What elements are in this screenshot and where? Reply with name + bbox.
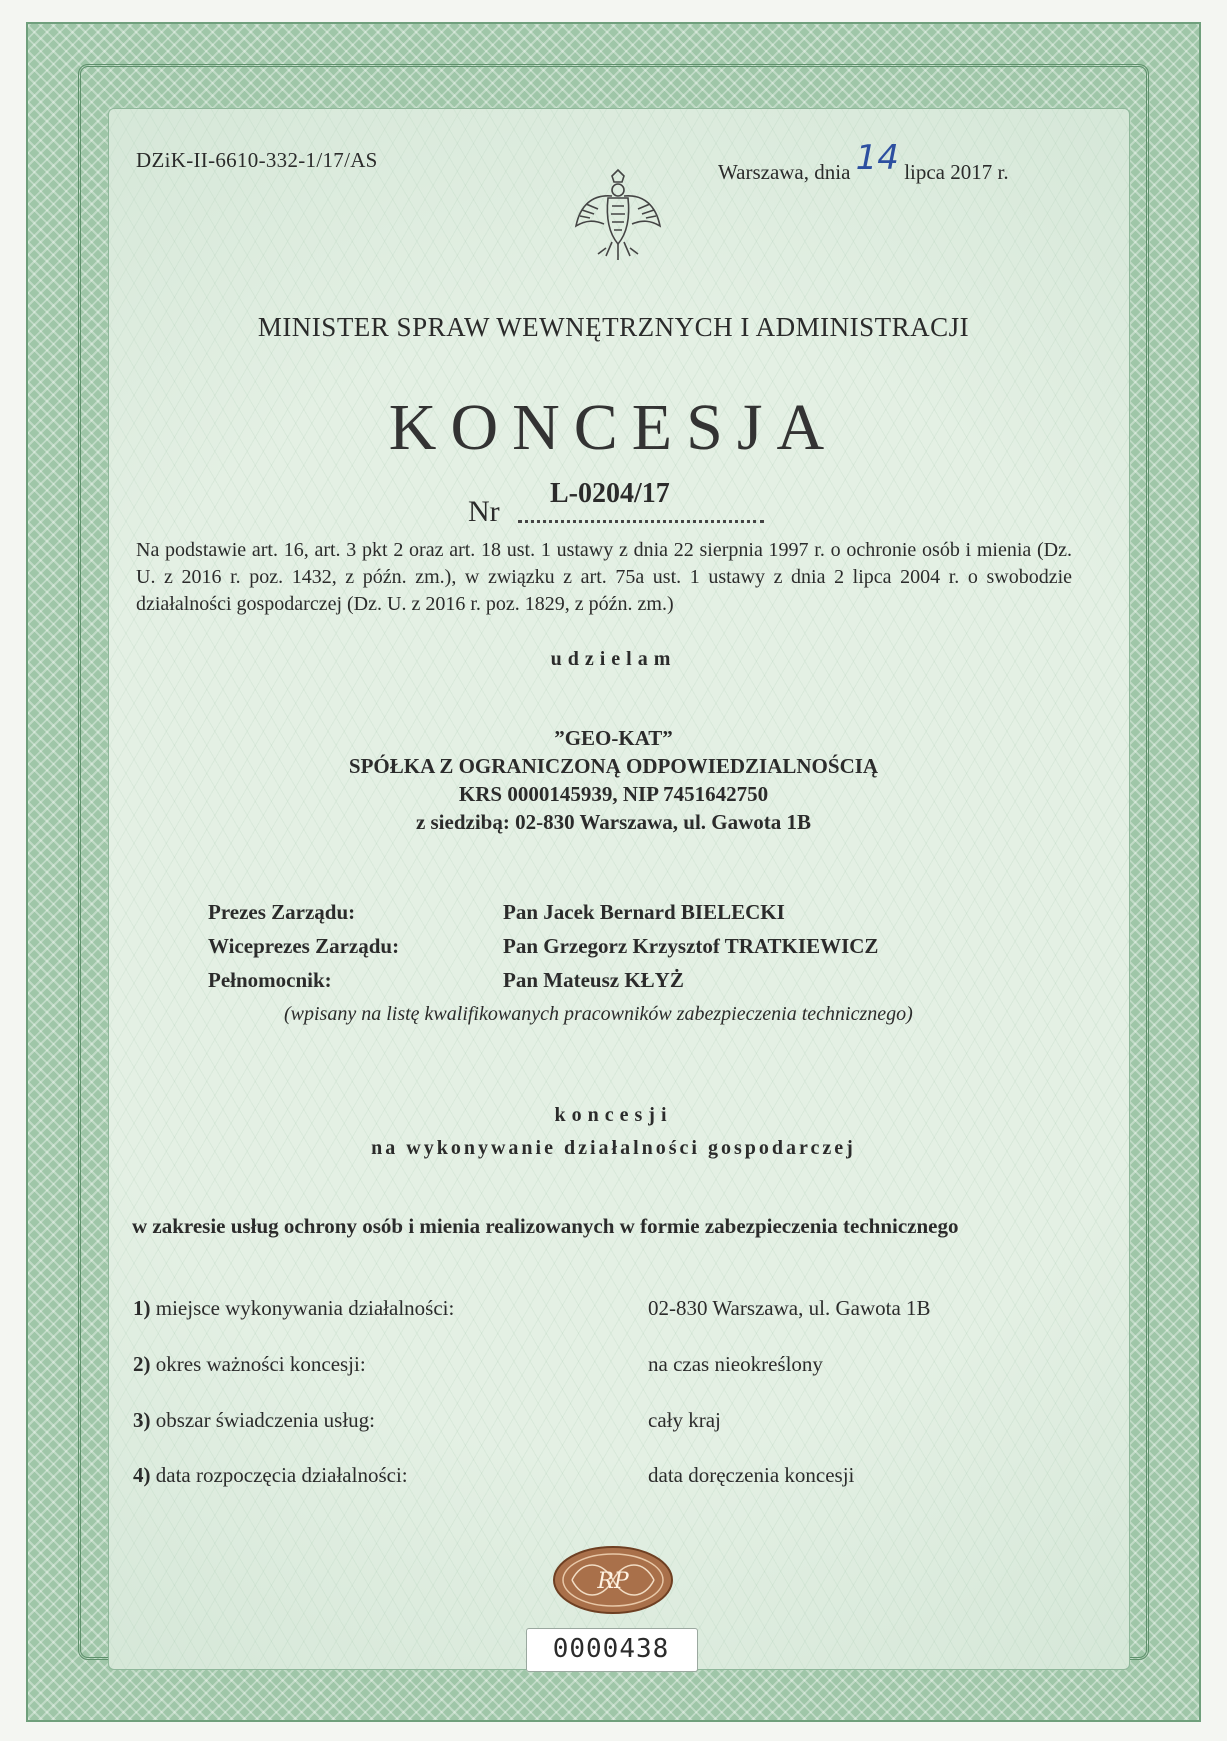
concession-heading: koncesji (554, 1104, 673, 1126)
company-legal-form: SPÓŁKA Z OGRANICZONĄ ODPOWIEDZIALNOŚCIĄ (348, 754, 879, 778)
condition-row (133, 1408, 375, 1433)
place-suffix: lipca 2017 r. (904, 160, 1009, 184)
document-title: KONCESJA (388, 391, 839, 464)
board-person: Pan Mateusz KŁYŻ (503, 968, 684, 992)
condition-label: miejsce wykonywania działalności: (155, 1296, 455, 1320)
place-prefix: Warszawa, dnia (718, 160, 851, 184)
company-registration-ids: KRS 0000145939, NIP 7451642750 (458, 782, 769, 806)
scope-statement: w zakresie usług ochrony osób i mienia realizowanych w formie zabezpieczenia technicznego (132, 1214, 959, 1238)
grant-word: udzielam (550, 648, 677, 670)
condition-row (133, 1352, 366, 1377)
condition-row (133, 1463, 408, 1488)
board-role: Prezes Zarządu: (208, 900, 356, 924)
ministry-name: MINISTER SPRAW WEWNĘTRZNYCH I ADMINISTRACJI (257, 312, 970, 342)
condition-label: okres ważności koncesji: (155, 1352, 366, 1376)
condition-value: cały kraj (648, 1408, 721, 1432)
condition-value: data doręczenia koncesji (648, 1463, 855, 1487)
proxy-qualification-note: (wpisany na listę kwalifikowanych pracowników zabezpieczenia technicznego) (284, 1003, 913, 1025)
condition-value: 02-830 Warszawa, ul. Gawota 1B (648, 1296, 931, 1320)
legal-basis-paragraph: Na podstawie art. 16, art. 3 pkt 2 oraz art. 18 ust. 1 ustawy z dnia 22 sierpnia 1997 r. o ochronie osób i mienia (Dz. U. z 2016 r. poz. 1432, z późn. zm.), w związku z art. 75a ust. 1 ustawy z dnia 2 lipca 2004 r. o swobodzie działalności gospodarczej (Dz. U. z 2016 r. poz. 1829, z późn. zm.) (136, 539, 1072, 615)
condition-label: data rozpoczęcia działalności: (155, 1463, 408, 1487)
condition-number: 1) (133, 1296, 151, 1320)
handwritten-day: 14 (855, 138, 899, 178)
number-dotted-line (518, 508, 764, 523)
condition-label: obszar świadczenia usług: (155, 1408, 376, 1432)
reference-number: DZiK-II-6610-332-1/17/AS (136, 148, 378, 172)
condition-number: 4) (133, 1463, 151, 1487)
place-and-date (718, 138, 1009, 188)
eagle-emblem-icon (572, 166, 664, 266)
concession-number: L-0204/17 (550, 478, 670, 509)
condition-number: 2) (133, 1352, 151, 1376)
board-person: Pan Jacek Bernard BIELECKI (503, 900, 785, 924)
company-name: ”GEO-KAT” (554, 726, 673, 750)
company-block (0, 724, 1227, 836)
board-role: Wiceprezes Zarządu: (208, 934, 400, 958)
concession-subheading: na wykonywanie działalności gospodarczej (371, 1137, 856, 1159)
serial-number: 0000438 (552, 1634, 670, 1664)
condition-value: na czas nieokreślony (648, 1352, 823, 1376)
number-label: Nr (468, 495, 500, 528)
condition-row (133, 1296, 454, 1321)
rp-seal-icon (552, 1545, 674, 1615)
board-person: Pan Grzegorz Krzysztof TRATKIEWICZ (503, 934, 879, 958)
company-address: z siedzibą: 02-830 Warszawa, ul. Gawota 1B (415, 810, 812, 834)
board-role: Pełnomocnik: (208, 968, 332, 992)
condition-number: 3) (133, 1408, 151, 1432)
seal-text: RP (597, 1569, 629, 1594)
